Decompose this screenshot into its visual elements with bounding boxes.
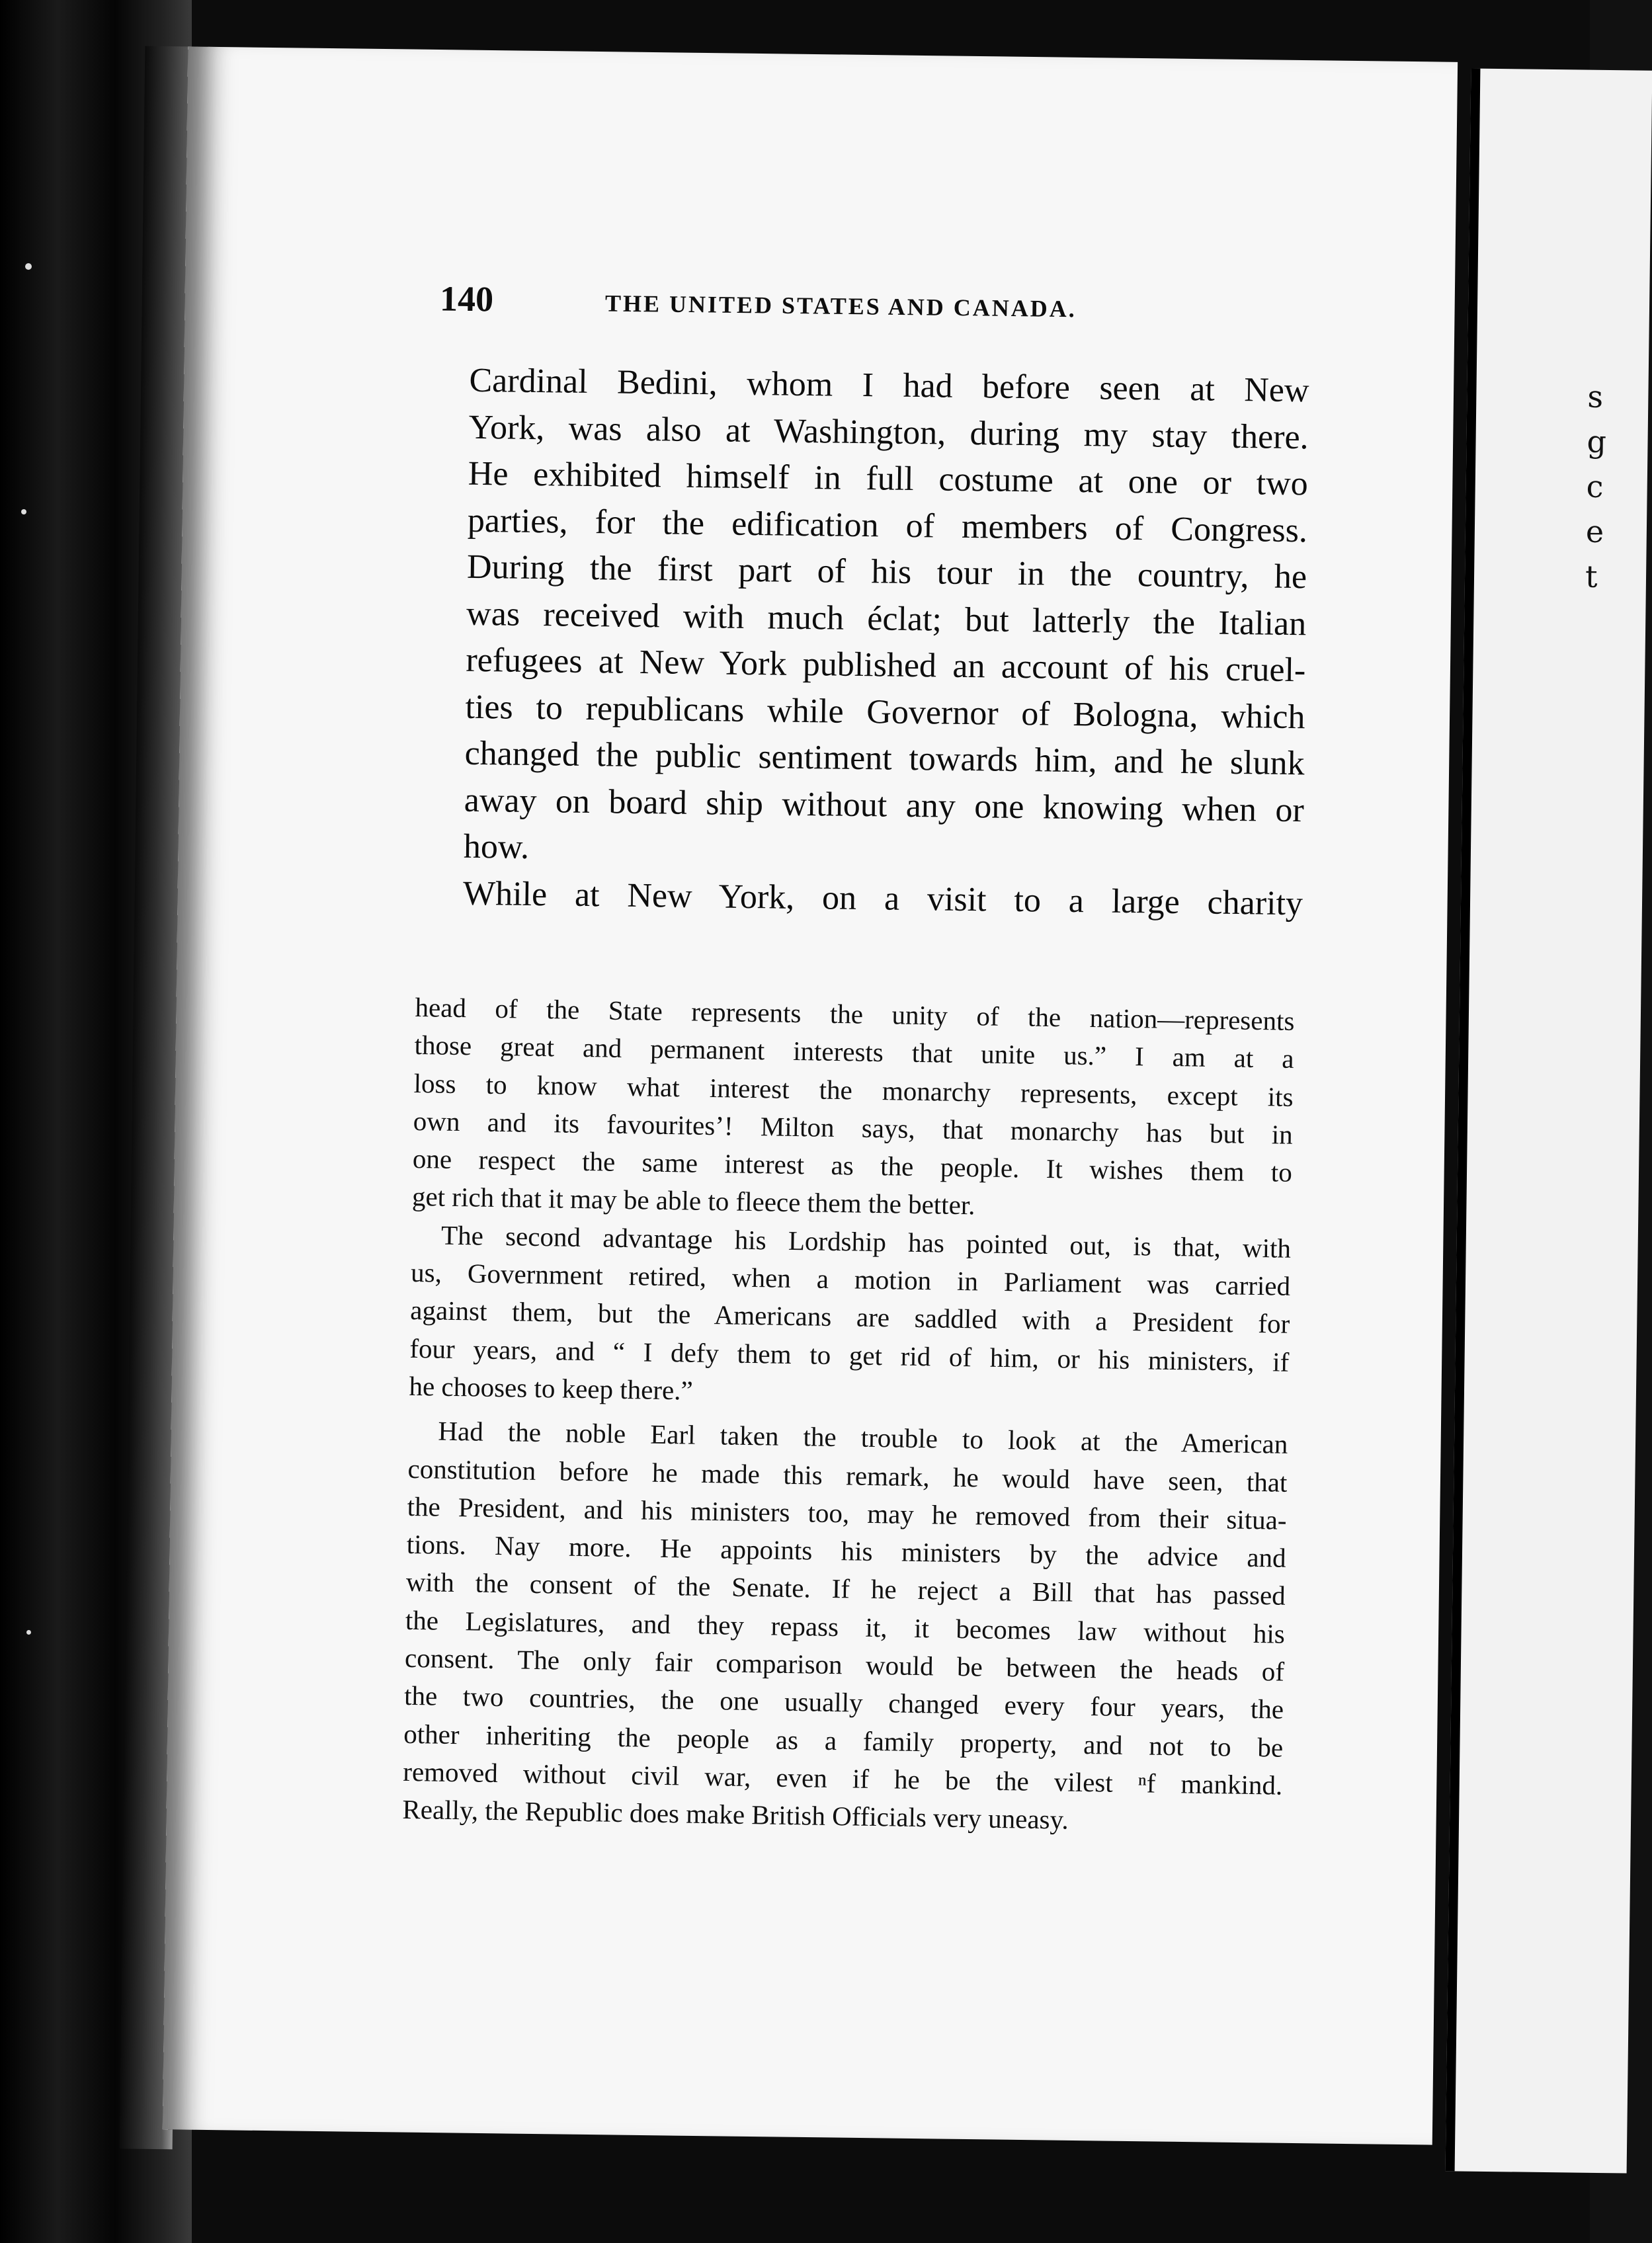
footnote-line: the Legislatures, and they repass it, it becomes law without his: [405, 1604, 1286, 1649]
facing-letter: e: [1585, 513, 1604, 550]
footnote-line: one respect the same interest as the people. It wishes them to: [412, 1143, 1293, 1188]
footnote-line: head of the State represents the unity of the nation—represents: [415, 991, 1295, 1036]
footnote-line: Really, the Republic does make British Officials very uneasy.: [402, 1794, 1069, 1835]
dust-speck: [25, 263, 32, 270]
footnote-line: us, Government retired, when a motion in Parliament was carried: [410, 1257, 1291, 1301]
text-line: how.: [463, 827, 530, 866]
footnote-line: consent. The only fair comparison would be between the heads of: [404, 1642, 1285, 1687]
footnote-line: constitution before he made this remark, he would have seen, that: [407, 1453, 1288, 1498]
text-line: was received with much éclat; but latterly the Italian: [466, 594, 1307, 643]
footnote-line: removed without civil war, even if he be the vilest ⁿf mankind.: [403, 1756, 1283, 1801]
footnote-line: the President, and his ministers too, may he removed from their situa-: [407, 1490, 1287, 1535]
footnote-paragraph-1: [412, 989, 1295, 1230]
running-head: THE UNITED STATES AND CANADA.: [604, 290, 1077, 323]
facing-page-letters: [1585, 374, 1614, 599]
text-line: ties to republicans while Governor of Bologna, which: [465, 688, 1305, 736]
footnote-line: the two countries, the one usually changed every four years, the: [403, 1680, 1284, 1725]
footnote-line: tions. Nay more. He appoints his ministers by the advice and: [406, 1529, 1287, 1573]
footnote-line: four years, and “ I defy them to get rid of him, or his ministers, if: [409, 1332, 1290, 1377]
text-line: While at New York, on a visit to a large charity: [462, 874, 1303, 922]
dust-speck: [26, 1630, 31, 1635]
footnote-line: against them, but the Americans are saddled with a President for: [409, 1295, 1290, 1340]
text-line: During the first part of his tour in the country, he: [466, 548, 1307, 596]
text-line: away on board ship without any one knowing when or: [464, 781, 1305, 829]
footnote-paragraph-3: [402, 1412, 1288, 1842]
footnote-line: get rich that it may be able to fleece them the better.: [411, 1181, 975, 1221]
main-paragraph-1: [421, 357, 1309, 881]
facing-letter: t: [1585, 558, 1598, 594]
footnote-line: loss to know what interest the monarchy represents, except its: [413, 1067, 1294, 1112]
footnote-line: other inheriting the people as a family property, and not to be: [403, 1718, 1284, 1763]
text-line: changed the public sentiment towards him, and he slunk: [464, 734, 1305, 783]
footnote-line: The second advantage his Lordship has pointed out, is that, with: [440, 1219, 1292, 1264]
facing-letter: c: [1586, 468, 1604, 505]
text-line: Cardinal Bedini, whom I had before seen at New: [469, 361, 1309, 410]
facing-page: [1446, 68, 1652, 2173]
footnote-line: he chooses to keep there.”: [409, 1370, 694, 1406]
facing-letter: s: [1587, 378, 1604, 415]
footnote-line: Had the noble Earl taken the trouble to look at the American: [438, 1415, 1288, 1460]
footnote-line: those great and permanent interests that unite us.” I am at a: [414, 1030, 1294, 1075]
text-line: He exhibited himself in full costume at one or two: [468, 454, 1309, 503]
text-line: parties, for the edification of members of Congress.: [467, 501, 1308, 550]
main-text: [420, 357, 1309, 927]
dust-speck: [21, 509, 26, 514]
footnote: [402, 989, 1295, 1842]
page-number: 140: [439, 278, 494, 319]
text-line: York, was also at Washington, during my stay there.: [468, 408, 1309, 456]
footnote-paragraph-2: [409, 1216, 1291, 1419]
facing-letter: g: [1587, 423, 1607, 460]
footnote-line: own and its favourites’! Milton says, that monarchy has but in: [413, 1105, 1294, 1150]
footnote-line: with the consent of the Senate. If he reject a Bill that has passed: [405, 1567, 1286, 1611]
text-line: refugees at New York published an account of his cruel-: [466, 641, 1306, 690]
